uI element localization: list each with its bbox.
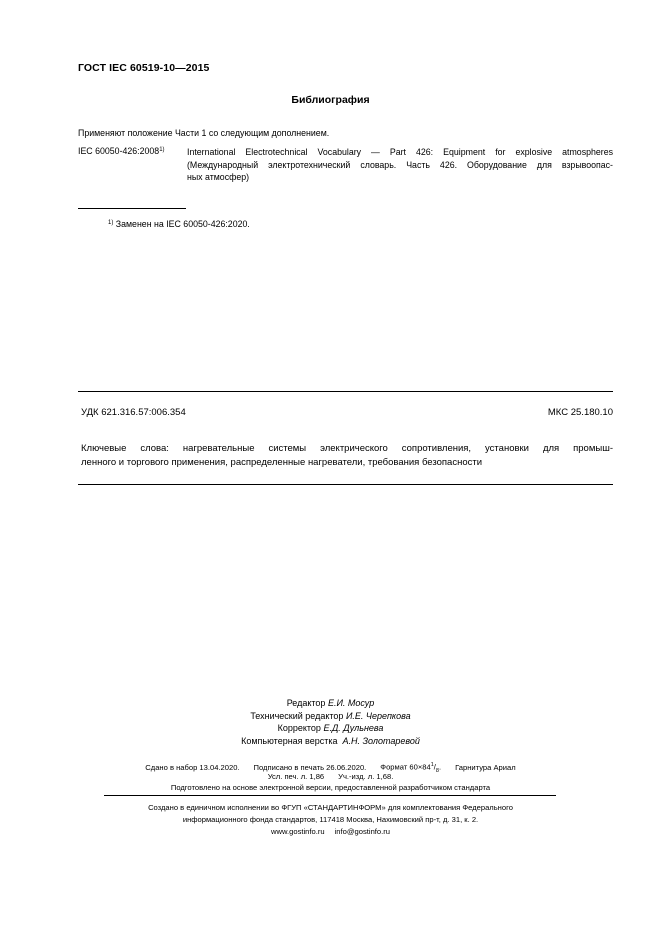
credit-person: Е.Д. Дульнева [323, 723, 384, 733]
keywords [81, 442, 613, 469]
credit-person: Е.И. Мосур [327, 698, 375, 708]
publisher-email-link[interactable]: info@gostinfo.ru [334, 827, 391, 836]
imprint-signed-date: Подписано в печать 26.06.2020. [253, 762, 367, 772]
footnote-text: Заменен на IEC 60050-426:2020. [115, 219, 250, 229]
credits-block [0, 697, 661, 747]
credit-role: Корректор [277, 723, 321, 733]
imprint-format-numerator: 1 [430, 762, 434, 768]
reference-line-3: ных атмосфер) [187, 172, 250, 182]
credit-role: Компьютерная верстка [241, 735, 338, 746]
keywords-line-2: ленного и торгового применения, распределенные нагреватели, требования безопасности [81, 456, 483, 468]
imprint-separator [104, 795, 556, 796]
credit-proofreader [0, 722, 661, 735]
imprint-sent-date: Сдано в набор 13.04.2020. [145, 762, 240, 772]
reference-footnote-mark: 1) [159, 147, 165, 153]
reference-code [78, 146, 165, 156]
credit-person: А.Н. Золотаревой [342, 735, 420, 746]
footnote-mark: 1) [108, 220, 114, 226]
publisher-website-link[interactable]: www.gostinfo.ru [270, 827, 325, 836]
reference-code-text: IEC 60050-426:2008 [78, 146, 160, 156]
imprint-print-sheets: Усл. печ. л. 1,86 [267, 772, 325, 781]
footnote [108, 219, 250, 229]
document-code-header: ГОСТ IEC 60519-10—2015 [78, 62, 210, 74]
imprint-line-2 [0, 771, 661, 782]
credit-layout [0, 735, 661, 748]
keywords-bottom-rule [78, 484, 613, 485]
keywords-line-1: Ключевые слова: нагревательные системы электрического сопротивления, установки для промыш- [81, 443, 613, 454]
imprint-format-denominator: 8 [435, 768, 439, 775]
reference-line-2: (Международный электротехнический словарь. Часть 426. Оборудование для взрывоопас- [187, 159, 613, 170]
imprint-format-label: Формат 60×84 [380, 762, 431, 772]
reference-description [187, 146, 613, 184]
credit-role: Технический редактор [250, 710, 344, 721]
credit-editor [0, 697, 661, 710]
section-title: Библиография [291, 94, 370, 106]
publisher-block [0, 802, 661, 838]
classification-top-rule [78, 391, 613, 392]
credit-role: Редактор [286, 698, 326, 708]
imprint-prepared: Подготовлено на основе электронной версии, предоставленной разработчиком стандарта [170, 783, 491, 792]
publisher-line-2: информационного фонда стандартов, 117418 Москва, Нахимовский пр-т, д. 31, к. 2. [182, 815, 479, 824]
publisher-line-1: Создано в единичном исполнении во ФГУП «СТАНДАРТИНФОРМ» для комплектования Федерального [148, 803, 513, 812]
credit-person: И.Е. Черепкова [345, 710, 411, 721]
reference-line-1: International Electrotechnical Vocabulary — Part 426: Equipment for explosive atmospheres [187, 147, 613, 157]
imprint-font: Гарнитура Ариал [455, 762, 516, 772]
credit-tech-editor [0, 710, 661, 723]
udk-code: УДК 621.316.57:006.354 [81, 407, 186, 418]
mks-code: МКС 25.180.10 [547, 407, 613, 418]
imprint-pub-sheets: Уч.-изд. л. 1,68. [338, 772, 394, 781]
intro-paragraph: Применяют положение Части 1 со следующим дополнением. [78, 128, 330, 138]
footnote-separator [78, 208, 186, 209]
imprint-format: Формат $60\times 84^1/_8$. [380, 762, 442, 775]
publisher-contacts [0, 826, 661, 838]
